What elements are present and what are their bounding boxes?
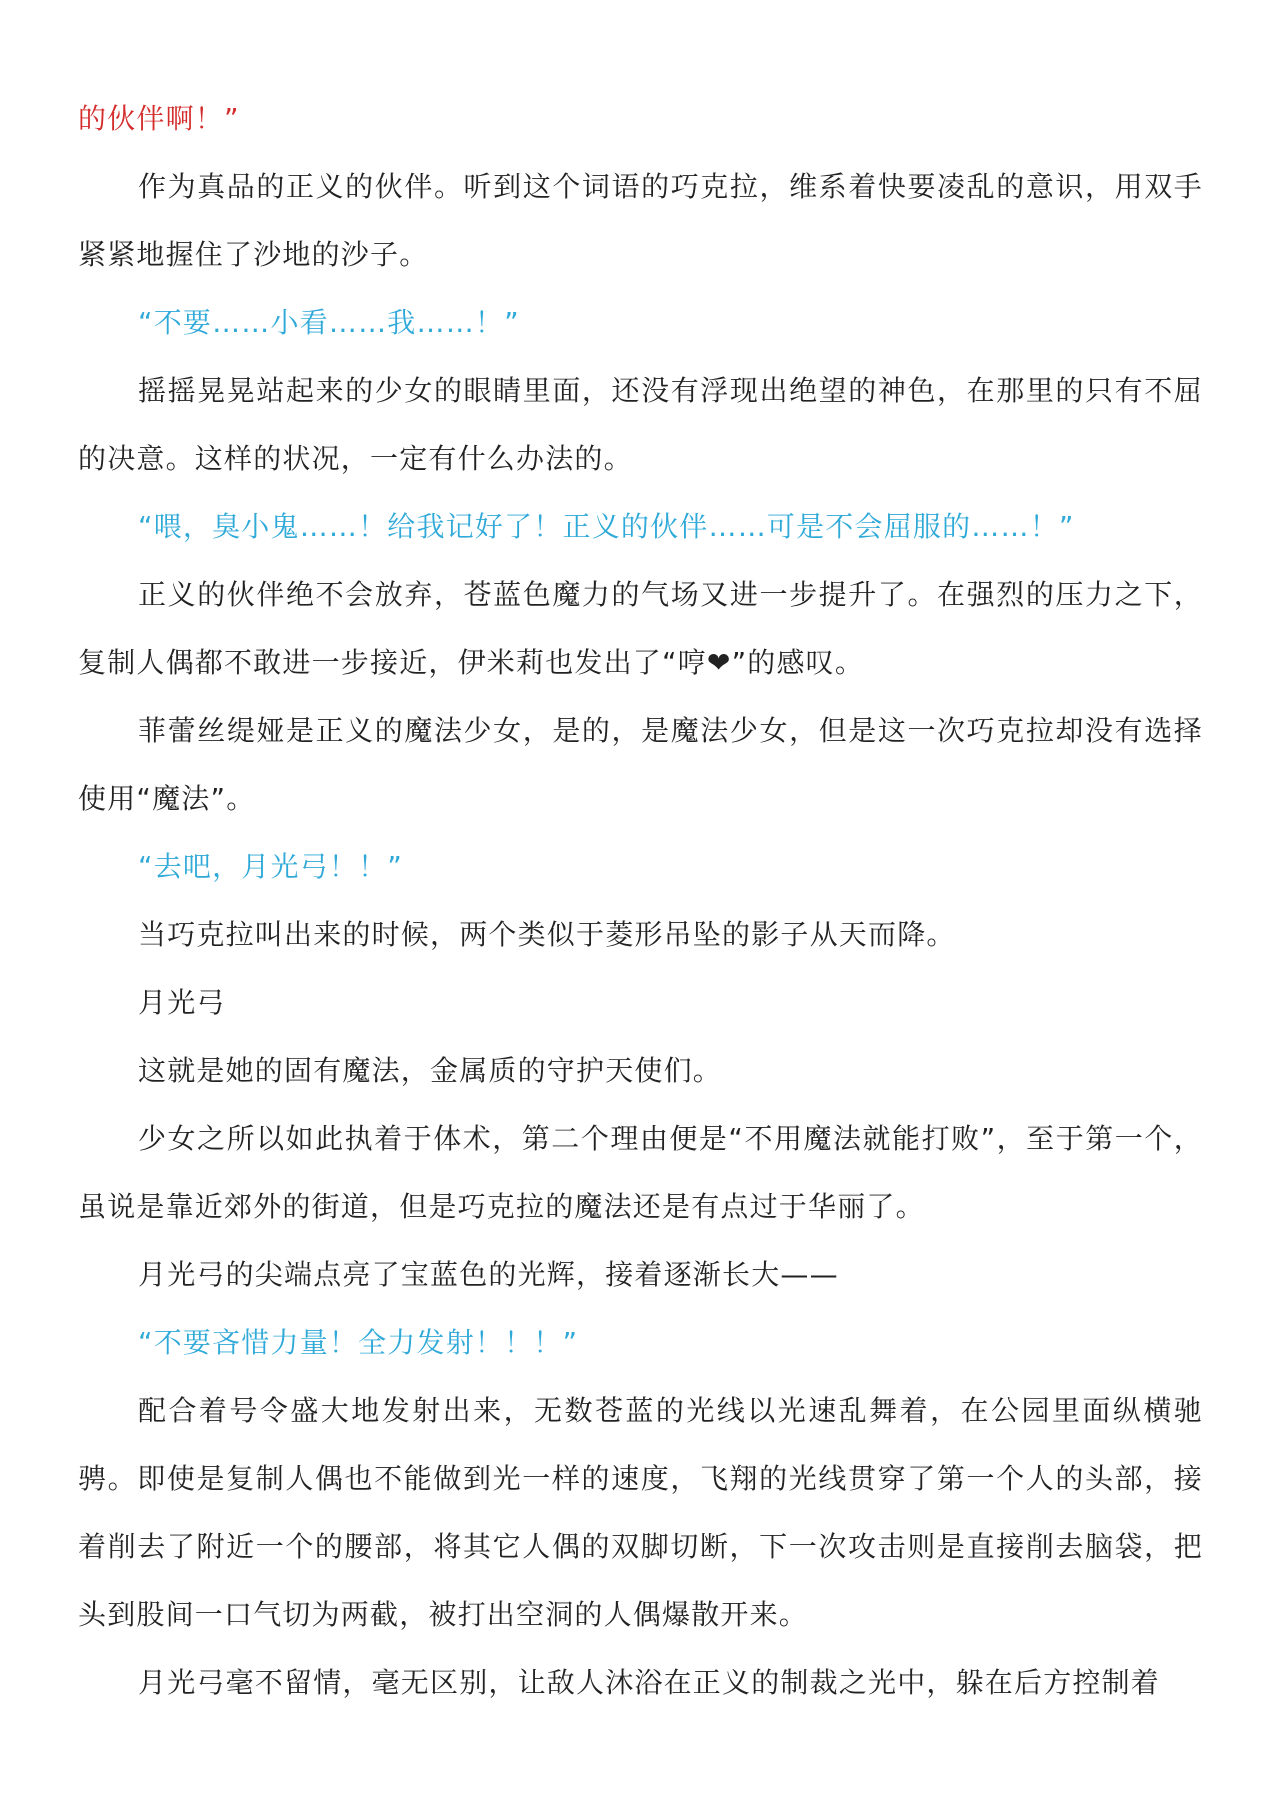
dialogue-line: “不要吝惜力量！全力发射！！！” [138, 1326, 579, 1359]
narration-paragraph: 少女之所以如此执着于体术，第二个理由便是“不用魔法就能打败”，至于第一个，虽说是靠近郊外的街道，但是巧克拉的魔法还是有点过于华丽了。 [78, 1122, 1203, 1223]
narration-paragraph: 月光弓的尖端点亮了宝蓝色的光辉，接着逐渐长大—— [138, 1258, 839, 1291]
narration-paragraph: 月光弓毫不留情，毫无区别，让敌人沐浴在正义的制裁之光中，躲在后方控制着 [138, 1666, 1161, 1699]
dialogue-line: “去吧，月光弓！！” [138, 850, 404, 883]
narration-paragraph: 配合着号令盛大地发射出来，无数苍蓝的光线以光速乱舞着，在公园里面纵横驰骋。即使是复制人偶也不能做到光一样的速度，飞翔的光线贯穿了第一个人的头部，接着削去了附近一个的腰部，将其它人偶的双脚切断，下一次攻击则是直接削去脑袋，把头到股间一口气切为两截，被打出空洞的人偶爆散开来。 [78, 1394, 1203, 1631]
narration-paragraph: 菲蕾丝缇娅是正义的魔法少女，是的，是魔法少女，但是这一次巧克拉却没有选择使用“魔法”。 [78, 714, 1203, 815]
dialogue-line: “不要……小看……我……！” [138, 306, 520, 339]
narration-paragraph: 作为真品的正义的伙伴。听到这个词语的巧克拉，维系着快要凌乱的意识，用双手紧紧地握住了沙地的沙子。 [78, 170, 1203, 271]
text-body [78, 85, 1203, 1717]
narration-paragraph: 当巧克拉叫出来的时候，两个类似于菱形吊坠的影子从天而降。 [138, 918, 956, 951]
narration-paragraph: 这就是她的固有魔法，金属质的守护天使们。 [138, 1054, 723, 1087]
narration-paragraph: 正义的伙伴绝不会放弃，苍蓝色魔力的气场又进一步提升了。在强烈的压力之下，复制人偶都不敢进一步接近，伊米莉也发出了“哼❤”的感叹。 [78, 578, 1203, 679]
narration-paragraph: 摇摇晃晃站起来的少女的眼睛里面，还没有浮现出绝望的神色，在那里的只有不屈的决意。这样的状况，一定有什么办法的。 [78, 374, 1203, 475]
dialogue-line: “喂，臭小鬼……！给我记好了！正义的伙伴……可是不会屈服的……！” [138, 510, 1075, 543]
dialogue-line: 的伙伴啊！” [78, 102, 240, 135]
narration-paragraph: 月光弓 [138, 986, 226, 1019]
